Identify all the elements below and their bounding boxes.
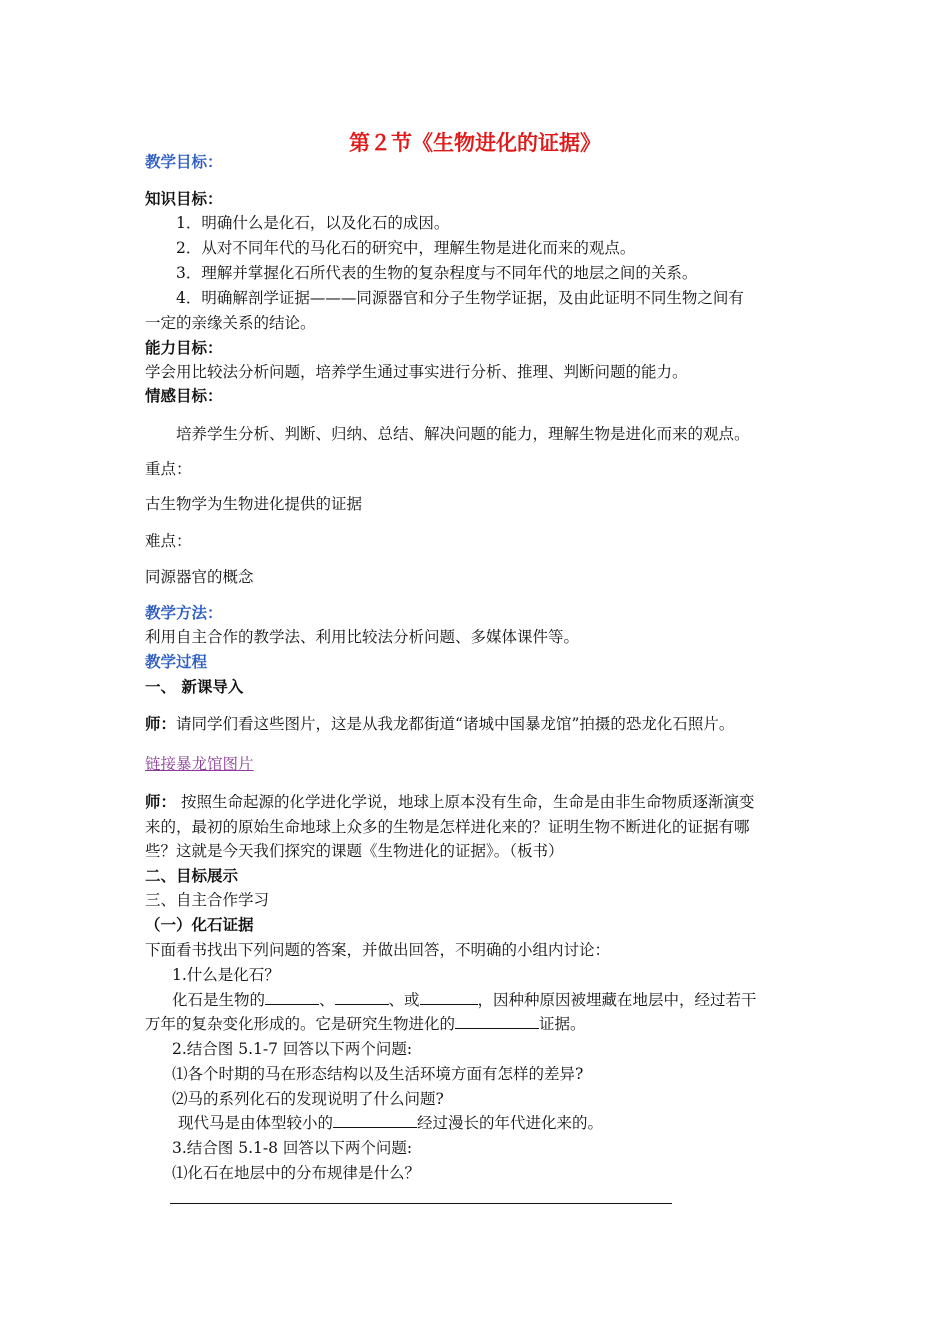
knowledge-item: 3．理解并掌握化石所代表的生物的复杂程度与不同年代的地层之间的关系。 <box>176 264 698 282</box>
gallery-link[interactable]: 链接暴龙馆图片 <box>145 755 254 773</box>
section1-heading: 一、 新课导入 <box>145 678 244 696</box>
teacher-label: 师： <box>145 715 177 733</box>
sub1-heading: （一）化石证据 <box>145 916 254 934</box>
key-label: 重点： <box>145 460 192 478</box>
q1-sep-1: 、 <box>319 991 335 1009</box>
q2-answer-line <box>178 1113 603 1133</box>
teacher-text: 请同学们看这些图片，这是从我龙都街道“诸城中国暴龙馆”拍摄的恐龙化石照片。 <box>176 715 735 733</box>
question-2: 2.结合图 5.1-7 回答以下两个问题: <box>172 1040 413 1058</box>
answer-blank[interactable] <box>333 1113 417 1128</box>
teacher-text-2b: 来的，最初的原始生命地球上众多的生物是怎样进化来的？证明生物不断进化的证据有哪 <box>145 818 750 836</box>
teacher-label-2: 师： <box>145 793 177 811</box>
knowledge-heading: 知识目标： <box>145 190 223 208</box>
teacher-line-1 <box>145 714 734 734</box>
knowledge-item: 2．从对不同年代的马化石的研究中，理解生物是进化而来的观点。 <box>176 239 636 257</box>
method-text: 利用自主合作的教学法、利用比较法分析问题、多媒体课件等。 <box>145 628 580 646</box>
answer-blank[interactable] <box>265 990 319 1005</box>
q2-text-b: 经过漫长的年代进化来的。 <box>417 1114 604 1132</box>
process-heading: 教学过程 <box>145 653 208 671</box>
answer-blank[interactable] <box>420 990 478 1005</box>
knowledge-item: 一定的亲缘关系的结论。 <box>145 314 316 332</box>
ability-text: 学会用比较法分析问题，培养学生通过事实进行分析、推理、判断问题的能力。 <box>145 363 688 381</box>
q1-text-b: ，因种种原因被埋藏在地层中，经过若干 <box>477 991 757 1009</box>
answer-blank[interactable] <box>455 1014 539 1029</box>
question-3: 3.结合图 5.1-8 回答以下两个问题: <box>172 1139 413 1157</box>
answer-line[interactable] <box>170 1203 672 1204</box>
emotion-text: 培养学生分析、判断、归纳、总结、解决问题的能力，理解生物是进化而来的观点。 <box>176 425 750 443</box>
difficulty-label: 难点： <box>145 532 192 550</box>
difficulty-text: 同源器官的概念 <box>145 568 254 586</box>
q2-text-a: 现代马是由体型较小的 <box>178 1114 334 1132</box>
q1-answer-line-1 <box>172 990 757 1010</box>
q1-answer-line-2 <box>145 1014 586 1034</box>
section3-heading: 三、自主合作学习 <box>145 891 270 909</box>
instruction-text: 下面看书找出下列问题的答案，并做出回答，不明确的小组内讨论： <box>145 941 611 959</box>
answer-blank[interactable] <box>335 990 389 1005</box>
teacher-text-2c: 些？这就是今天我们探究的课题《生物进化的证据》。（板书） <box>145 842 564 860</box>
emotion-heading: 情感目标： <box>145 387 223 405</box>
knowledge-item: 1．明确什么是化石，以及化石的成因。 <box>176 214 450 232</box>
gallery-link-line <box>145 754 254 774</box>
q1-text-a: 化石是生物的 <box>172 991 266 1009</box>
question-1: 1.什么是化石？ <box>172 966 280 984</box>
q1-text-c: 万年的复杂变化形成的。它是研究生物进化的 <box>145 1015 456 1033</box>
page-title: 第２节《生物进化的证据》 <box>349 131 601 155</box>
question-2-2: ⑵马的系列化石的发现说明了什么问题? <box>172 1090 444 1108</box>
method-heading: 教学方法： <box>145 604 223 622</box>
teacher-line-2 <box>145 792 754 812</box>
section2-heading: 二、目标展示 <box>145 867 239 885</box>
objectives-heading: 教学目标： <box>145 153 223 171</box>
question-3-1: ⑴化石在地层中的分布规律是什么？ <box>172 1164 421 1182</box>
ability-heading: 能力目标： <box>145 339 223 357</box>
teacher-text-2a: 按照生命起源的化学进化学说，地球上原本没有生命，生命是由非生命物质逐渐演变 <box>176 793 755 811</box>
question-2-1: ⑴各个时期的马在形态结构以及生活环境方面有怎样的差异? <box>172 1065 584 1083</box>
key-text: 古生物学为生物进化提供的证据 <box>145 495 363 513</box>
q1-text-d: 证据。 <box>539 1015 586 1033</box>
knowledge-item: 4．明确解剖学证据———同源器官和分子生物学证据，及由此证明不同生物之间有 <box>176 289 744 307</box>
q1-sep-2: 、或 <box>388 991 420 1009</box>
